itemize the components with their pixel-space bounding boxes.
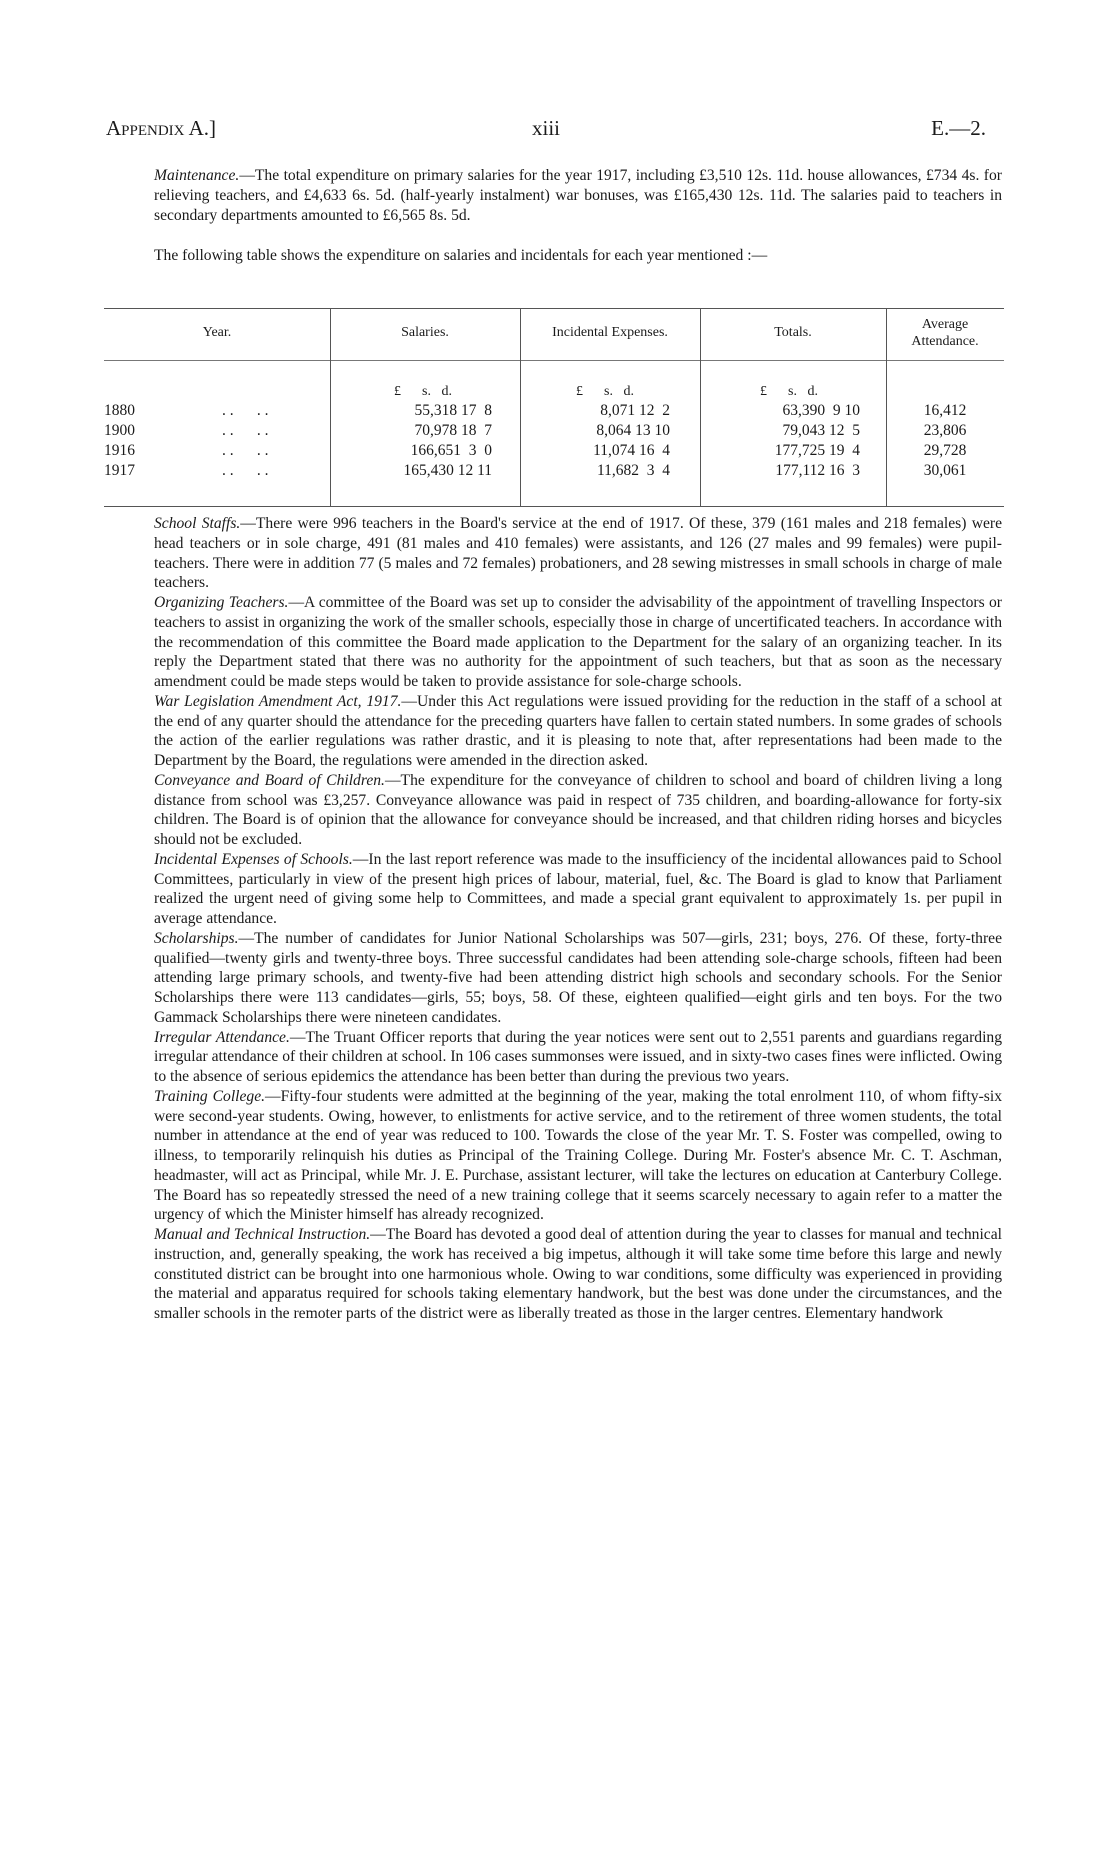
row-salaries: 166,651 3 0 [410, 442, 492, 459]
paragraph-irregular-attendance [154, 1028, 1002, 1087]
row-totals: 177,725 19 4 [774, 442, 860, 459]
header-incidental: Incidental Expenses. [552, 325, 668, 340]
table-row [104, 402, 1004, 424]
paragraph-manual-technical [154, 1225, 1002, 1324]
paragraph-scholarships [154, 929, 1002, 1028]
row-year: 1916 [104, 442, 135, 459]
paragraph-text: —The Truant Officer reports that during the year notices were sent out to 2,551 parents and guardians regarding irregular attendance of their children at school. In 106 cases summonses were issued, and in sixty-two cases fines were inflicted. Owing to the absence of serious epidemics the attendance has been better than during the previous two years. [154, 1028, 1002, 1085]
row-salaries: 70,978 18 7 [414, 422, 492, 439]
paragraph-text: —There were 996 teachers in the Board's service at the end of 1917. Of these, 379 (161 males and 218 females) were head teachers or in sole charge, 491 (81 males and 410 females) were assistants, and 126 (27 males and 99 females) were pupil-teachers. There were in addition 77 (5 males and 72 females) probationers, and 28 sewing mistresses in small schools in charge of male teachers. [154, 515, 1002, 592]
header-page-number: xiii [531, 116, 560, 140]
row-year: 1880 [104, 402, 135, 419]
paragraph-incidental-expenses [154, 850, 1002, 929]
header-reference: E.—2. [931, 116, 986, 140]
row-year: 1917 [104, 462, 135, 479]
paragraph-label: Training College. [154, 1087, 266, 1105]
paragraph-label: War Legislation Amendment Act, 1917. [154, 692, 402, 710]
paragraph-label: Manual and Technical Instruction. [154, 1226, 371, 1243]
header-attendance-line2: Attendance. [911, 334, 979, 349]
header-attendance [886, 316, 1004, 350]
row-dots: . . . . [222, 442, 269, 459]
row-attendance: 16,412 [923, 402, 967, 419]
paragraph-conveyance [154, 771, 1002, 850]
header-year: Year. [202, 325, 232, 340]
row-attendance: 30,061 [923, 462, 967, 479]
row-totals: 177,112 16 3 [775, 462, 860, 479]
row-salaries: 165,430 12 11 [403, 462, 492, 479]
table-header-rule [104, 360, 1004, 361]
paragraph-text: —In the last report reference was made to the insufficiency of the incidental allowances paid to School Committees, particularly in view of the present high prices of labour, material, fuel, &c. The Board is glad to know that Parliament realized the urgent need of giving some help to Committees, and made a special grant equivalent to approximately 1s. per pupil in average attendance. [154, 850, 1002, 927]
table-row [104, 422, 1004, 444]
paragraph-training-college [154, 1087, 1002, 1225]
paragraph-text: —A committee of the Board was set up to consider the advisability of the appointment of travelling Inspectors or teachers to assist in organizing the work of the smaller schools, especially those in charge of uncertificated teachers. In accordance with the recommendation of this committee the Board made application to the Department for the salary of an organizing teacher. In its reply the Department stated that there was no authority for the appointment of such teachers, but that as soon as the necessary amendment could be made steps would be taken to provide assistance for sole-charge schools. [154, 594, 1002, 690]
totals-units: £ s. d. [760, 384, 818, 399]
paragraph-text: —Under this Act regulations were issued providing for the reduction in the staff of a school at the end of any quarter should the attendance for the preceding quarters have fallen to certain stated numbers. In some grades of schools the action of the earlier regulations was rather drastic, and it is pleasing to note that, after representations had been made to the Department by the Board, the regulations were amended in the direction asked. [154, 692, 1002, 769]
row-incidental: 8,071 12 2 [600, 402, 670, 419]
row-attendance: 29,728 [923, 442, 967, 459]
paragraph-label: Incidental Expenses of Schools. [154, 850, 353, 868]
header-totals: Totals. [774, 325, 812, 340]
maintenance-label: Maintenance. [154, 167, 240, 184]
table-bottom-rule [104, 506, 1004, 507]
row-dots: . . . . [222, 422, 269, 439]
row-year: 1900 [104, 422, 135, 439]
paragraph-school-staffs [154, 514, 1002, 593]
salaries-units: £ s. d. [394, 384, 452, 399]
incidental-units: £ s. d. [576, 384, 634, 399]
header-salaries: Salaries. [401, 325, 449, 340]
paragraph-label: Scholarships. [154, 929, 239, 947]
row-incidental: 11,682 3 4 [596, 462, 670, 479]
row-totals: 79,043 12 5 [782, 422, 860, 439]
table-intro-paragraph [154, 246, 1002, 266]
header-appendix: Appendix A.] [106, 116, 217, 140]
maintenance-paragraph [154, 166, 1002, 227]
row-dots: . . . . [222, 462, 269, 479]
header-attendance-line1: Average [921, 317, 969, 332]
page-header [106, 116, 986, 146]
paragraph-text: —The Board has devoted a good deal of attention during the year to classes for manual and technical instruction, and, generally speaking, the work has received a big impetus, although it will take some time before this large and newly constituted district can be brought into one harmonious whole. Owing to war conditions, some difficulty was experienced in providing the material and apparatus required for schools taking elementary handwork, but the best was done under the circumstances, and the smaller schools in the remoter parts of the district were as liberally treated as those in the larger centres. Elementary handwork [154, 1226, 1002, 1322]
paragraph-text: —The expenditure for the conveyance of children to school and board of children living a long distance from school was £3,257. Conveyance allowance was paid in respect of 735 children, and boarding-allowance for forty-six children. The Board is of opinion that the allowance for conveyance should be increased, and that children riding horses and bicycles should not be excluded. [154, 771, 1002, 848]
table-intro-text: The following table shows the expenditure on salaries and incidentals for each year mentioned :— [154, 247, 768, 264]
paragraph-war-legislation [154, 692, 1002, 771]
paragraph-label: Conveyance and Board of Children. [154, 771, 385, 789]
paragraph-organizing-teachers [154, 593, 1002, 692]
table-row [104, 442, 1004, 464]
table-row [104, 462, 1004, 484]
report-body [154, 514, 1002, 1854]
maintenance-text: —The total expenditure on primary salaries for the year 1917, including £3,510 12s. 11d. house allowances, £734 4s. for relieving teachers, and £4,633 6s. 5d. (half-yearly instalment) war bonuses, was £165,430 12s. 11d. The salaries paid to teachers in secondary departments amounted to £6,565 8s. 5d. [154, 167, 1002, 225]
row-totals: 63,390 9 10 [782, 402, 860, 419]
row-dots: . . . . [222, 402, 269, 419]
row-salaries: 55,318 17 8 [414, 402, 492, 419]
row-incidental: 8,064 13 10 [596, 422, 670, 439]
paragraph-text: —The number of candidates for Junior National Scholarships was 507—girls, 231; boys, 276. Of these, forty-three qualified—twenty girls and twenty-three boys. Three successful candidates had been attending sole-charge schools, fifteen had been attending large primary schools, and twenty-five had been attending district high schools and secondary schools. For the Senior Scholarships there were 113 candidates—girls, 55; boys, 58. Of these, eighteen qualified—eight girls and ten boys. For the two Gammack Scholarships there were nineteen candidates. [154, 929, 1002, 1026]
row-attendance: 23,806 [923, 422, 967, 439]
paragraph-label: School Staffs. [154, 515, 241, 532]
row-incidental: 11,074 16 4 [593, 442, 670, 459]
paragraph-text: —Fifty-four students were admitted at the beginning of the year, making the total enrolment 110, of whom fifty-six were second-year students. Owing, however, to enlistments for active service, and to the retirement of three women students, the total number in attendance at the end of year was reduced to 100. Towards the close of the year Mr. T. S. Foster was compelled, owing to illness, to temporarily relinquish his duties as Principal of the Training College. During Mr. Foster's absence Mr. C. T. Aschman, headmaster, will act as Principal, while Mr. J. E. Purchase, assistant lecturer, will take the lectures on education at Canterbury College. The Board has so repeatedly stressed the need of a new training college that it seems scarcely necessary to again refer to a matter the urgency of which the Minister himself has already recognized. [154, 1087, 1002, 1224]
paragraph-label: Organizing Teachers. [154, 594, 289, 611]
table-top-rule [104, 308, 1004, 309]
paragraph-label: Irregular Attendance. [154, 1028, 290, 1046]
